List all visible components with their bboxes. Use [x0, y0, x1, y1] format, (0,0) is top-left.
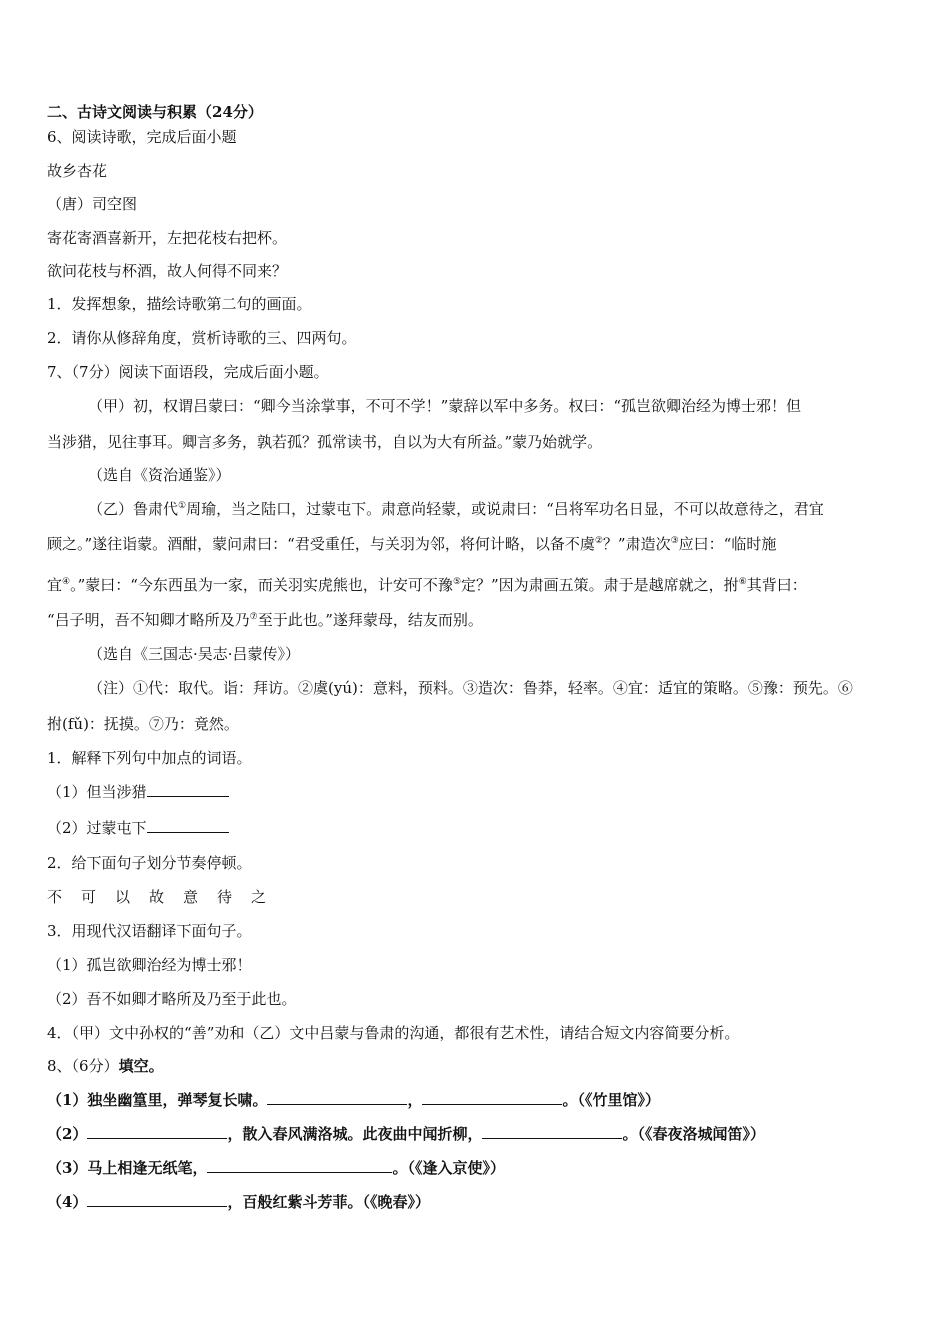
- passage-yi-line-1: （乙）鲁肃代①周瑜，当之陆口，过蒙屯下。肃意尚轻蒙，或说肃曰：“吕将军功名日显，不可以故意待之，君宜: [88, 500, 824, 518]
- answer-blank[interactable]: [207, 1158, 392, 1173]
- q7-sub-1: 1．解释下列句中加点的词语。: [47, 749, 252, 767]
- answer-blank[interactable]: [87, 1124, 227, 1139]
- sentence-char: 意: [183, 888, 199, 906]
- q8-item-4: （4） ，百般红紫斗芳菲。（《晚春》）: [47, 1193, 430, 1211]
- sentence-char: 待: [217, 888, 233, 906]
- sentence-char: 不: [47, 888, 63, 906]
- q7-sub-1-a: （1）但当涉猎: [47, 782, 229, 802]
- sentence-char: 可: [81, 888, 97, 906]
- passage-jia-line-1: （甲）初，权谓吕蒙曰：“卿今当涂掌事，不可不学！”蒙辞以军中多务。权曰：“孤岂欲卿治经为博士邪！但: [88, 397, 802, 415]
- answer-blank[interactable]: [147, 782, 229, 797]
- q6-sub-2: 2．请你从修辞角度，赏析诗歌的三、四两句。: [47, 329, 357, 347]
- q7-sub-2: 2．给下面句子划分节奏停顿。: [47, 854, 252, 872]
- answer-blank[interactable]: [422, 1090, 562, 1105]
- passage-jia-line-2: 当涉猎，见往事耳。卿言多务，孰若孤？孤常读书，自以为大有所益。”蒙乃始就学。: [47, 433, 603, 451]
- answer-blank[interactable]: [87, 1192, 227, 1207]
- poem-line-1: 寄花寄酒喜新开，左把花枝右把杯。: [47, 229, 288, 247]
- notes-line-1: （注）①代：取代。诣：拜访。②虞(yú)：意料，预料。③造次：鲁莽，轻率。④宜：适宜的策略。⑤豫：预先。⑥: [88, 679, 853, 697]
- passage-yi-line-2: 顾之。”遂往诣蒙。酒酣，蒙问肃曰：“君受重任，与关羽为邻，将何计略，以备不虞②？”肃造次③应曰：“临时施: [47, 535, 777, 553]
- passage-yi-line-3: 宜④。”蒙曰：“今东西虽为一家，而关羽实虎熊也，计安可不豫⑤定？”因为肃画五策。肃于是越席就之，拊⑥其背曰：: [47, 576, 807, 594]
- answer-blank[interactable]: [267, 1090, 407, 1105]
- q6-prompt: 6、阅读诗歌，完成后面小题: [47, 128, 237, 146]
- poem-title: 故乡杏花: [47, 162, 108, 180]
- answer-blank[interactable]: [482, 1124, 622, 1139]
- q8-item-3: （3）马上相逢无纸笔， 。（《逢入京使》）: [47, 1159, 505, 1177]
- q7-sub-3: 3．用现代汉语翻译下面句子。: [47, 922, 252, 940]
- q7-prompt: 7、（7分）阅读下面语段，完成后面小题。: [47, 363, 329, 381]
- sentence-char: 故: [149, 888, 165, 906]
- rhythm-sentence: [47, 887, 285, 907]
- passage-jia-source: （选自《资治通鉴》）: [88, 466, 231, 484]
- poem-author: （唐）司空图: [47, 195, 138, 213]
- sentence-char: 之: [251, 888, 267, 906]
- notes-line-2: 拊(fǔ)：抚摸。⑦乃：竟然。: [47, 715, 239, 733]
- q6-sub-1: 1．发挥想象，描绘诗歌第二句的画面。: [47, 295, 312, 313]
- answer-blank[interactable]: [147, 818, 229, 833]
- q8-item-2: （2） ，散入春风满洛城。此夜曲中闻折柳， 。（《春夜洛城闻笛》）: [47, 1125, 765, 1143]
- q7-sub-1-b: （2）过蒙屯下: [47, 818, 229, 838]
- q8-prompt: 8、（6分）填空。: [47, 1057, 164, 1075]
- poem-line-2: 欲问花枝与杯酒，故人何得不同来？: [47, 262, 288, 280]
- q7-sub-4: 4．（甲）文中孙权的“善”劝和（乙）文中吕蒙与鲁肃的沟通，都很有艺术性，请结合短文内容简要分析。: [47, 1024, 740, 1042]
- passage-yi-line-4: “吕子明，吾不知卿才略所及乃⑦至于此也。”遂拜蒙母，结友而别。: [47, 611, 483, 629]
- section-title: 二、古诗文阅读与积累（24分）: [47, 103, 263, 121]
- q7-sub-3-a: （1）孤岂欲卿治经为博士邪！: [47, 956, 252, 974]
- q8-item-1: （1）独坐幽篁里，弹琴复长啸。 ， 。（《竹里馆》）: [47, 1091, 660, 1109]
- passage-yi-source: （选自《三国志·吴志·吕蒙传》）: [88, 645, 301, 663]
- sentence-char: 以: [115, 888, 131, 906]
- q7-sub-3-b: （2）吾不如卿才略所及乃至于此也。: [47, 990, 297, 1008]
